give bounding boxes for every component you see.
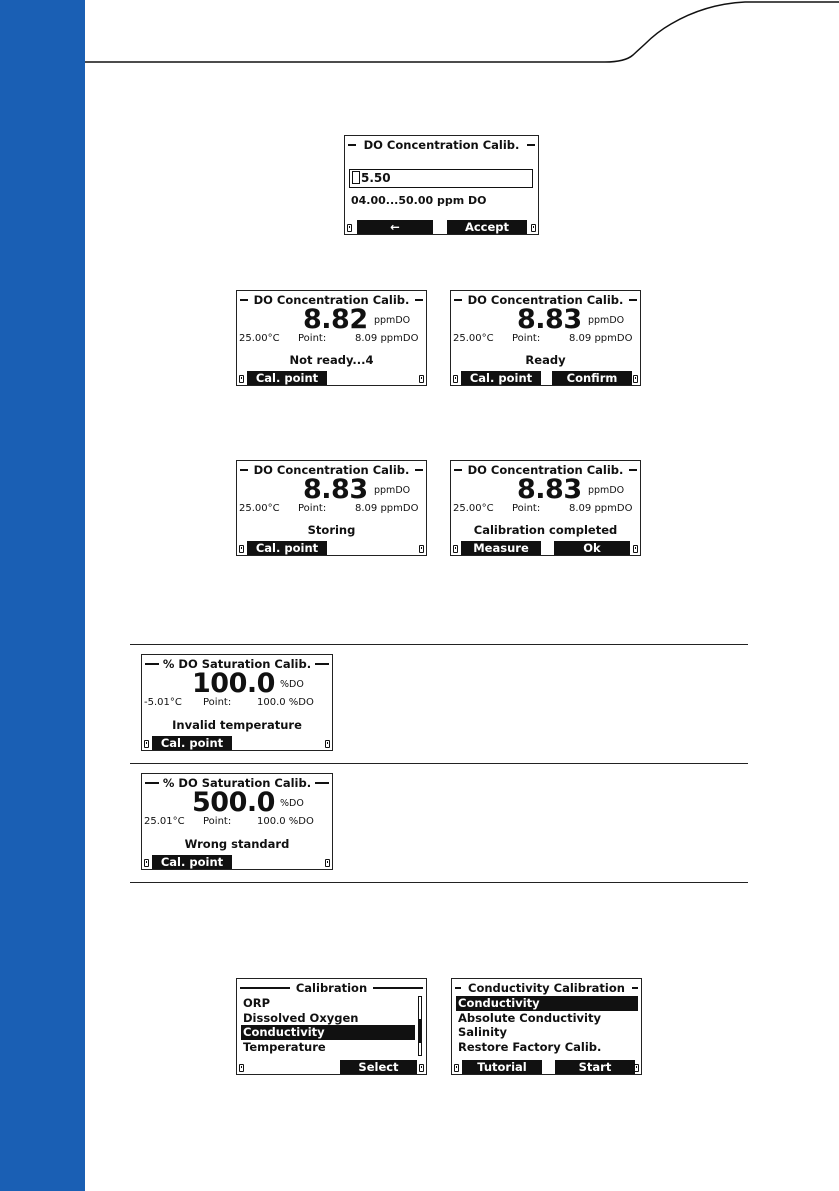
lock-icon — [347, 224, 352, 232]
lcd-do-screen-1 — [236, 290, 427, 386]
select-softkey[interactable]: Select — [340, 1060, 417, 1074]
cal-point-softkey[interactable]: Cal. point — [461, 371, 541, 385]
lock-icon — [453, 375, 458, 383]
point-value: 8.09 ppmDO — [355, 503, 419, 514]
reading-value: 100.0 — [192, 668, 275, 699]
lock-icon — [419, 545, 424, 553]
point-value: 8.09 ppmDO — [569, 503, 633, 514]
point-label: Point: — [298, 333, 327, 344]
softkey-bar — [237, 371, 426, 385]
reading-value: 8.83 — [517, 304, 582, 335]
temperature-text: -5.01°C — [144, 697, 182, 708]
menu-item-dissolved-oxygen[interactable]: Dissolved Oxygen — [243, 1010, 359, 1025]
temperature-text: 25.00°C — [239, 333, 280, 344]
menu-scrollbar[interactable] — [418, 996, 422, 1056]
lock-icon — [419, 1064, 424, 1072]
start-softkey[interactable]: Start — [555, 1060, 635, 1074]
lcd-saturation-screen-1 — [141, 654, 333, 751]
softkey-bar — [237, 1060, 426, 1074]
conductivity-menu-list — [456, 996, 638, 1054]
reading-unit: ppmDO — [588, 485, 625, 496]
lock-icon — [325, 740, 330, 748]
menu-item-conductivity[interactable]: Conductivity — [241, 1025, 415, 1040]
softkey-bar — [451, 371, 640, 385]
reading-unit: %DO — [280, 679, 304, 690]
point-label: Point: — [203, 816, 232, 827]
lcd-do-screen-4 — [450, 460, 641, 556]
ok-softkey[interactable]: Ok — [554, 541, 630, 555]
reading-unit: %DO — [280, 798, 304, 809]
lcd-saturation-screen-2 — [141, 773, 333, 870]
lcd-title-bar — [345, 138, 538, 152]
lock-icon — [453, 545, 458, 553]
lcd-title: DO Concentration Calib. — [467, 463, 624, 477]
measure-softkey[interactable]: Measure — [461, 541, 541, 555]
point-value: 100.0 %DO — [257, 816, 314, 827]
status-message: Ready — [525, 353, 566, 367]
softkey-bar — [142, 855, 332, 869]
table-rule-middle — [130, 763, 748, 764]
edit-cursor — [352, 171, 360, 184]
softkey-bar — [345, 220, 538, 234]
menu-item-orp[interactable]: ORP — [243, 996, 271, 1010]
table-rule-top — [130, 644, 748, 645]
menu-item-conductivity[interactable]: Conductivity — [456, 996, 638, 1011]
tutorial-softkey[interactable]: Tutorial — [462, 1060, 542, 1074]
lock-icon — [531, 224, 536, 232]
lcd-title-bar — [452, 981, 641, 995]
lcd-title: Conductivity Calibration — [468, 981, 625, 995]
menu-item-salinity[interactable]: Salinity — [458, 1025, 508, 1039]
reading-value: 8.83 — [517, 474, 582, 505]
reading-value: 8.83 — [303, 474, 368, 505]
lcd-do-screen-2 — [450, 290, 641, 386]
page-cut-line — [85, 0, 839, 75]
point-value: 8.09 ppmDO — [355, 333, 419, 344]
lcd-title: DO Concentration Calib. — [467, 293, 624, 307]
blue-sidebar — [0, 0, 85, 1191]
point-label: Point: — [203, 697, 232, 708]
point-label: Point: — [298, 503, 327, 514]
calibration-menu-list — [241, 996, 415, 1054]
lcd-title-bar — [237, 981, 426, 995]
reading-value: 8.82 — [303, 304, 368, 335]
point-value: 8.09 ppmDO — [569, 333, 633, 344]
softkey-bar — [237, 541, 426, 555]
cal-point-softkey[interactable]: Cal. point — [152, 736, 232, 750]
lcd-title: % DO Saturation Calib. — [162, 657, 312, 671]
table-rule-bottom — [130, 882, 748, 883]
lock-icon — [633, 545, 638, 553]
menu-item-restore-factory-calib[interactable]: Restore Factory Calib. — [458, 1039, 602, 1054]
temperature-text: 25.01°C — [144, 816, 185, 827]
lock-icon — [144, 740, 149, 748]
lock-icon — [634, 1064, 639, 1072]
temperature-text: 25.00°C — [453, 503, 494, 514]
softkey-bar — [452, 1060, 641, 1074]
cal-point-softkey[interactable]: Cal. point — [247, 541, 327, 555]
softkey-bar — [451, 541, 640, 555]
point-label: Point: — [512, 333, 541, 344]
lcd-title: Calibration — [295, 981, 368, 995]
value-input[interactable] — [349, 169, 533, 188]
reading-unit: ppmDO — [588, 315, 625, 326]
reading-unit: ppmDO — [374, 315, 411, 326]
point-label: Point: — [512, 503, 541, 514]
lock-icon — [454, 1064, 459, 1072]
status-message: Not ready...4 — [289, 353, 374, 367]
status-message: Invalid temperature — [172, 718, 302, 732]
lock-icon — [419, 375, 424, 383]
accept-softkey[interactable]: Accept — [447, 220, 527, 234]
lcd-entry-screen — [344, 135, 539, 235]
value-input-text: 5.50 — [361, 171, 391, 185]
lcd-title: DO Concentration Calib. — [253, 463, 410, 477]
menu-item-temperature[interactable]: Temperature — [243, 1039, 326, 1054]
lcd-title: % DO Saturation Calib. — [162, 776, 312, 790]
reading-unit: ppmDO — [374, 485, 411, 496]
lcd-calibration-menu — [236, 978, 427, 1075]
temperature-text: 25.00°C — [453, 333, 494, 344]
lock-icon — [239, 545, 244, 553]
arrow-left-icon[interactable]: ← — [357, 220, 433, 234]
lcd-title: DO Concentration Calib. — [253, 293, 410, 307]
status-message: Storing — [307, 523, 356, 537]
reading-value: 500.0 — [192, 787, 275, 818]
temperature-text: 25.00°C — [239, 503, 280, 514]
lcd-title: DO Concentration Calib. — [363, 138, 520, 152]
scrollbar-thumb[interactable] — [419, 1019, 421, 1043]
cal-point-softkey[interactable]: Cal. point — [247, 371, 327, 385]
softkey-bar — [142, 736, 332, 750]
lock-icon — [633, 375, 638, 383]
lock-icon — [239, 375, 244, 383]
cal-point-softkey[interactable]: Cal. point — [152, 855, 232, 869]
status-message: Wrong standard — [184, 837, 290, 851]
menu-item-absolute-conductivity[interactable]: Absolute Conductivity — [458, 1010, 601, 1025]
status-message: Calibration completed — [473, 523, 618, 537]
lock-icon — [325, 859, 330, 867]
lcd-conductivity-menu — [451, 978, 642, 1075]
point-value: 100.0 %DO — [257, 697, 314, 708]
range-text: 04.00...50.00 ppm DO — [351, 194, 487, 207]
lcd-do-screen-3 — [236, 460, 427, 556]
confirm-softkey[interactable]: Confirm — [552, 371, 632, 385]
lock-icon — [239, 1064, 244, 1072]
lock-icon — [144, 859, 149, 867]
